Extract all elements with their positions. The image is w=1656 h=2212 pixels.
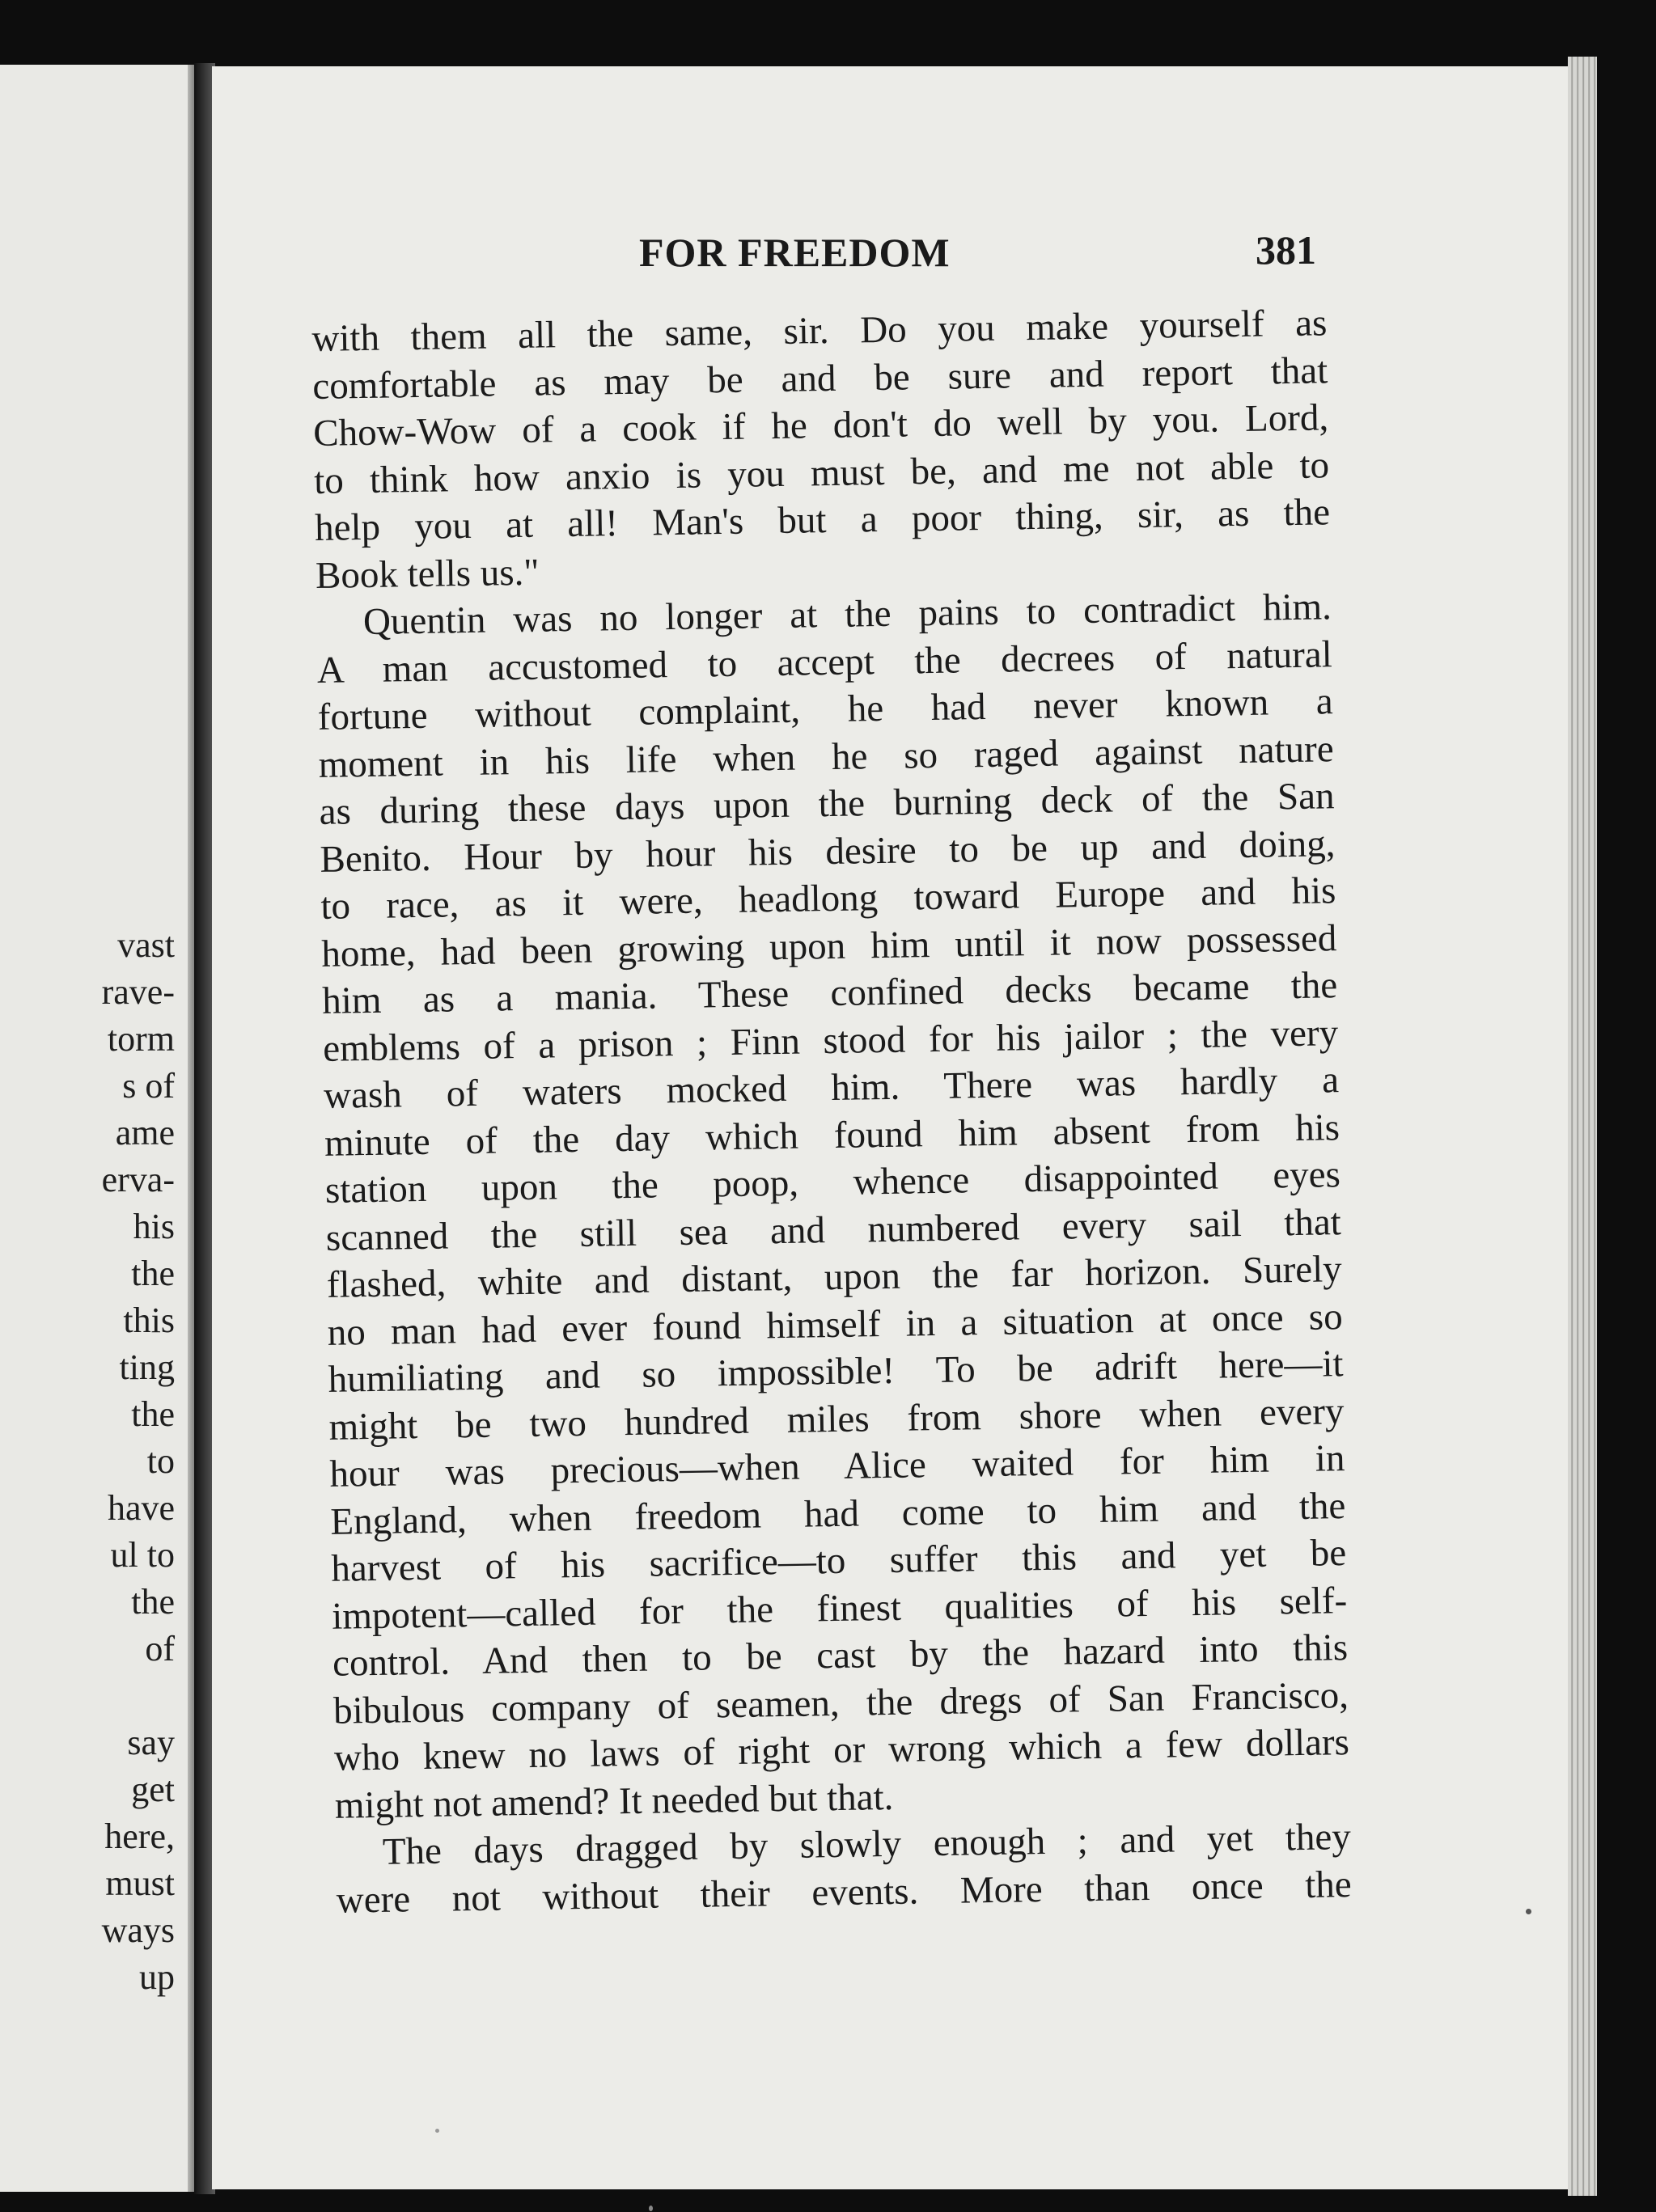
text-line: Chow-Wow of a cook if he don't do well by you. Lord, (312, 396, 1329, 455)
left-page-line: have (107, 1488, 175, 1528)
left-page-line: here, (104, 1817, 175, 1856)
left-page-line: erva- (101, 1160, 175, 1199)
left-page-line: up (139, 1957, 175, 1997)
left-page-line: get (131, 1770, 175, 1809)
left-page-line: s of (122, 1066, 175, 1106)
text-line: harvest of his sacrifice—to suffer this and yet be (330, 1532, 1347, 1590)
text-line: no man had ever found himself in a situation at once so (327, 1295, 1344, 1354)
left-page-line: say (127, 1723, 175, 1762)
scan-speck (1526, 1909, 1531, 1914)
text-line: wash of waters mocked him. There was hardly a (323, 1059, 1340, 1117)
text-line: to think how anxio is you must be, and me not able to (313, 443, 1330, 502)
text-line: station upon the poop, whence disappointed eyes (324, 1153, 1341, 1212)
text-line: him as a mania. These confined decks became the (321, 964, 1338, 1022)
text-line: moment in his life when he so raged against nature (318, 727, 1334, 786)
text-line: emblems of a prison ; Finn stood for his jailor ; the very (322, 1011, 1339, 1070)
left-page-line: must (105, 1863, 175, 1903)
text-line: impotent—called for the finest qualities of his self- (331, 1579, 1348, 1638)
text-line: help you at all! Man's but a poor thing, sir, as the (314, 491, 1331, 549)
text-line: were not without their events. More than once the (336, 1863, 1353, 1922)
running-head: FOR FREEDOM (639, 230, 951, 275)
text-line: The days dragged by slowly enough ; and yet they (382, 1816, 1352, 1873)
left-page-line: his (133, 1207, 175, 1246)
text-line: fortune without complaint, he had never known a (317, 680, 1334, 738)
text-line: as during these days upon the burning deck of the San (319, 775, 1335, 833)
page-number: 381 (1256, 227, 1316, 273)
text-line: scanned the still sea and numbered every sail that (325, 1200, 1342, 1259)
left-page-line: ame (115, 1113, 175, 1153)
page-edges (1568, 57, 1597, 2196)
text-line: A man accustomed to accept the decrees of natural (316, 632, 1333, 692)
text-line: minute of the day which found him absent from his (324, 1106, 1340, 1165)
text-line: Book tells us." (315, 551, 540, 597)
left-page-line: the (131, 1254, 175, 1293)
left-page-line: ways (101, 1910, 175, 1950)
text-line: hour was precious—when Alice waited for him in (329, 1437, 1345, 1495)
text-line: who knew no laws of right or wrong which a few dollars (333, 1721, 1350, 1779)
text-line: comfortable as may be and be sure and report that (311, 349, 1328, 408)
left-page-line: ul to (110, 1535, 175, 1575)
left-page-line: this (123, 1301, 175, 1340)
left-page-line: to (146, 1441, 175, 1481)
left-page-line: the (131, 1582, 175, 1622)
body-text (311, 299, 1352, 1923)
text-line: with them all the same, sir. Do you make yourself as (311, 302, 1328, 360)
text-line: flashed, white and distant, upon the far horizon. Surely (326, 1248, 1343, 1306)
left-page-line: rave- (101, 972, 175, 1012)
left-page-line: ting (119, 1347, 175, 1387)
left-page-line: vast (117, 925, 175, 965)
scan-speck (649, 2206, 653, 2211)
text-line: bibulous company of seamen, the dregs of San Francisco, (332, 1673, 1349, 1732)
text-line: might not amend? It needed but that. (334, 1775, 894, 1827)
scan-speck (435, 2129, 439, 2133)
left-page-line: the (131, 1394, 175, 1434)
text-line: Benito. Hour by hour his desire to be up and doing, (320, 822, 1336, 881)
text-line: control. And then to be cast by the hazard into this (332, 1626, 1349, 1685)
text-line: home, had been growing upon him until it now possessed (320, 916, 1337, 975)
text-line: humiliating and so impossible! To be adrift here—it (328, 1343, 1344, 1401)
left-page-line: torm (107, 1019, 175, 1059)
text-line: Quentin was no longer at the pains to contradict him. (362, 586, 1332, 644)
text-line: to race, as it were, headlong toward Europe and his (320, 869, 1336, 928)
text-line: England, when freedom had come to him and the (330, 1484, 1346, 1543)
text-line: might be two hundred miles from shore when every (328, 1389, 1345, 1449)
left-page-line: of (145, 1629, 175, 1669)
left-page-fragment (0, 65, 193, 2192)
